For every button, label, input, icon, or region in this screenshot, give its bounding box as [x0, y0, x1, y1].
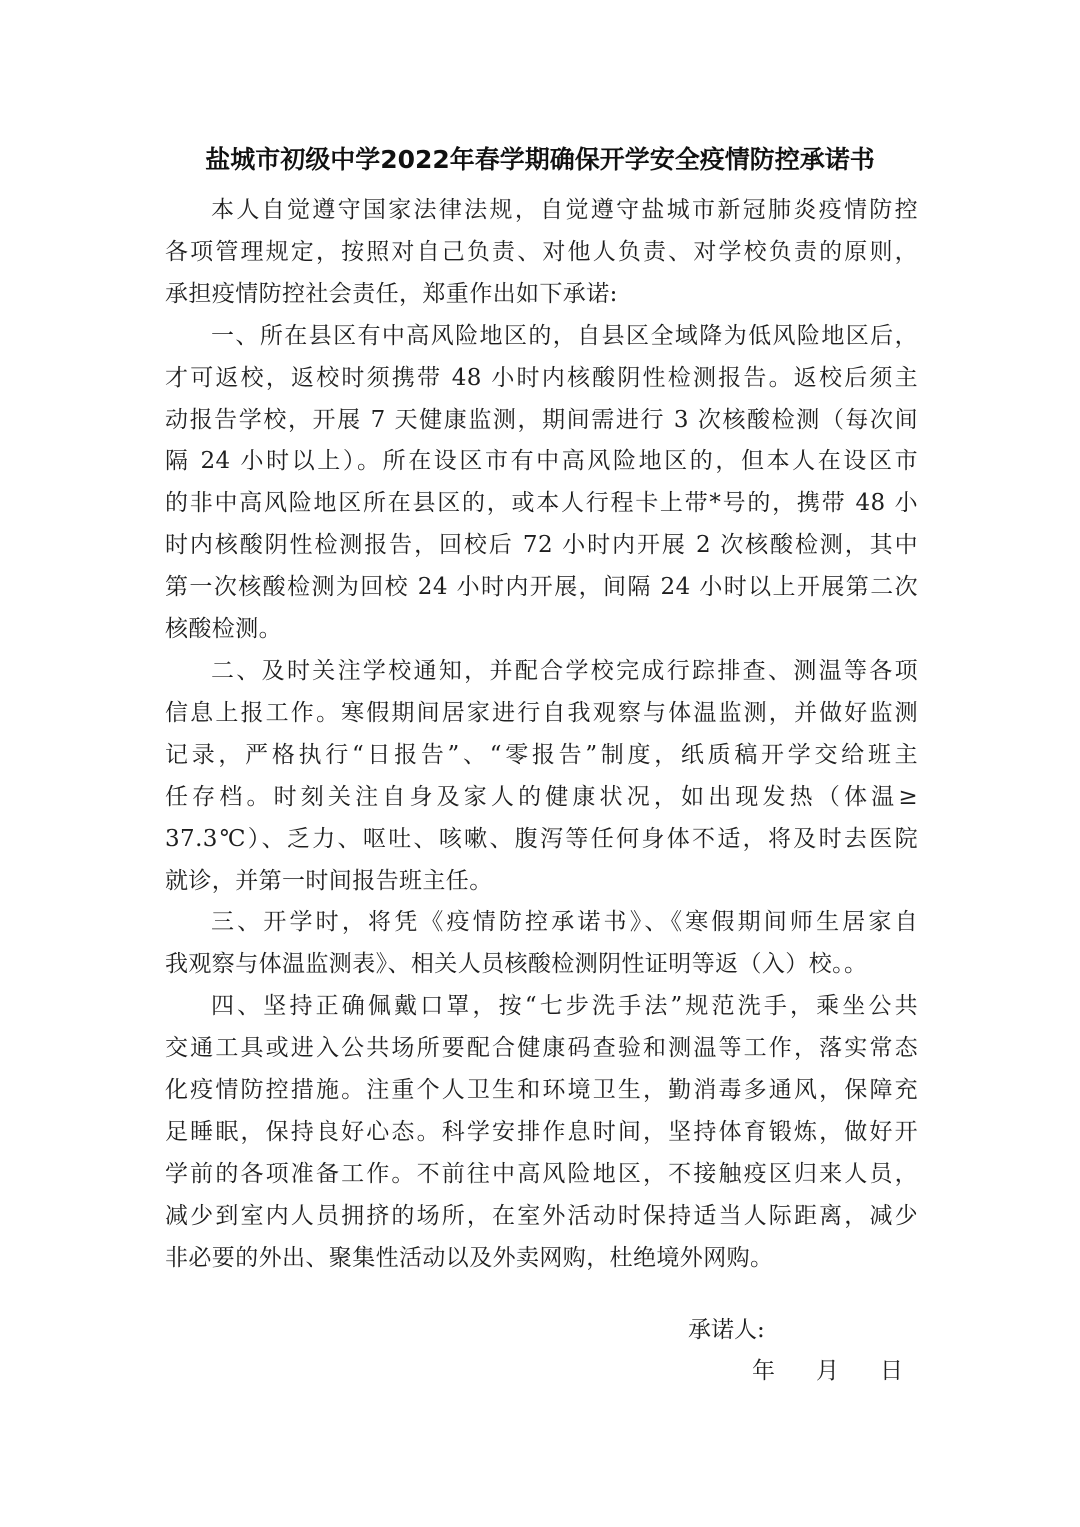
text-line: 非必要的外出、聚集性活动以及外卖网购，杜绝境外网购。: [165, 1244, 774, 1271]
date-year-label: 年: [752, 1358, 775, 1384]
text-line: 隔 24 小时以上）。所在设区市有中高风险地区的，但本人在设区市: [165, 448, 918, 475]
signer-label: 承诺人:: [688, 1317, 765, 1343]
text-line: 才可返校，返校时须携带 48 小时内核酸阴性检测报告。返校后须主: [165, 364, 918, 391]
text-line: 承担疫情防控社会责任，郑重作出如下承诺:: [165, 280, 618, 307]
text-line: 就诊，并第一时间报告班主任。: [165, 867, 493, 894]
date-month-label: 月: [816, 1358, 839, 1384]
text-line: 的非中高风险地区所在县区的，或本人行程卡上带*号的，携带 48 小: [165, 490, 918, 517]
text-line: 任存档。时刻关注自身及家人的健康状况，如出现发热（体温≥: [165, 783, 918, 810]
text-line: 四、坚持正确佩戴口罩，按“七步洗手法”规范洗手，乘坐公共: [211, 993, 918, 1020]
text-line: 交通工具或进入公共场所要配合健康码查验和测温等工作，落实常态: [165, 1035, 918, 1062]
text-line: 核酸检测。: [165, 616, 282, 643]
intro-paragraph: [165, 190, 918, 316]
text-line: 我观察与体温监测表》、相关人员核酸检测阴性证明等返（入）校。。: [165, 951, 868, 978]
text-line: 一、所在县区有中高风险地区的，自县区全域降为低风险地区后，: [211, 322, 918, 349]
commitment-item-4: [165, 986, 918, 1279]
text-line: 二、及时关注学校通知，并配合学校完成行踪排查、测温等各项: [211, 657, 918, 684]
text-line: 减少到室内人员拥挤的场所，在室外活动时保持适当人际距离，减少: [165, 1202, 918, 1229]
document-body: [165, 190, 918, 1280]
text-line: 学前的各项准备工作。不前往中高风险地区，不接触疫区归来人员，: [165, 1160, 918, 1187]
date-day-label: 日: [880, 1358, 903, 1384]
text-line: 本人自觉遵守国家法律法规，自觉遵守盐城市新冠肺炎疫情防控: [211, 197, 918, 223]
text-line: 第一次核酸检测为回校 24 小时内开展，间隔 24 小时以上开展第二次: [165, 574, 918, 601]
text-line: 三、开学时，将凭《疫情防控承诺书》、《寒假期间师生居家自: [211, 909, 918, 936]
text-line: 各项管理规定，按照对自己负责、对他人负责、对学校负责的原则，: [165, 238, 918, 265]
commitment-item-1: [165, 316, 918, 651]
text-line: 37.3℃）、乏力、呕吐、咳嗽、腹泻等任何身体不适，将及时去医院: [165, 825, 918, 852]
commitment-item-3: [165, 902, 918, 986]
document-title: 盐城市初级中学2022年春学期确保开学安全疫情防控承诺书: [205, 145, 875, 174]
signature-date: [752, 1351, 903, 1391]
text-line: 足睡眠，保持良好心态。科学安排作息时间，坚持体育锻炼，做好开: [165, 1118, 918, 1145]
commitment-item-2: [165, 651, 918, 902]
text-line: 记录，严格执行“日报告”、“零报告”制度，纸质稿开学交给班主: [165, 741, 918, 768]
text-line: 动报告学校，开展 7 天健康监测，期间需进行 3 次核酸检测（每次间: [165, 406, 918, 433]
text-line: 时内核酸阴性检测报告，回校后 72 小时内开展 2 次核酸检测，其中: [165, 532, 918, 559]
text-line: 化疫情防控措施。注重个人卫生和环境卫生，勤消毒多通风，保障充: [165, 1077, 918, 1104]
text-line: 信息上报工作。寒假期间居家进行自我观察与体温监测，并做好监测: [165, 699, 918, 726]
